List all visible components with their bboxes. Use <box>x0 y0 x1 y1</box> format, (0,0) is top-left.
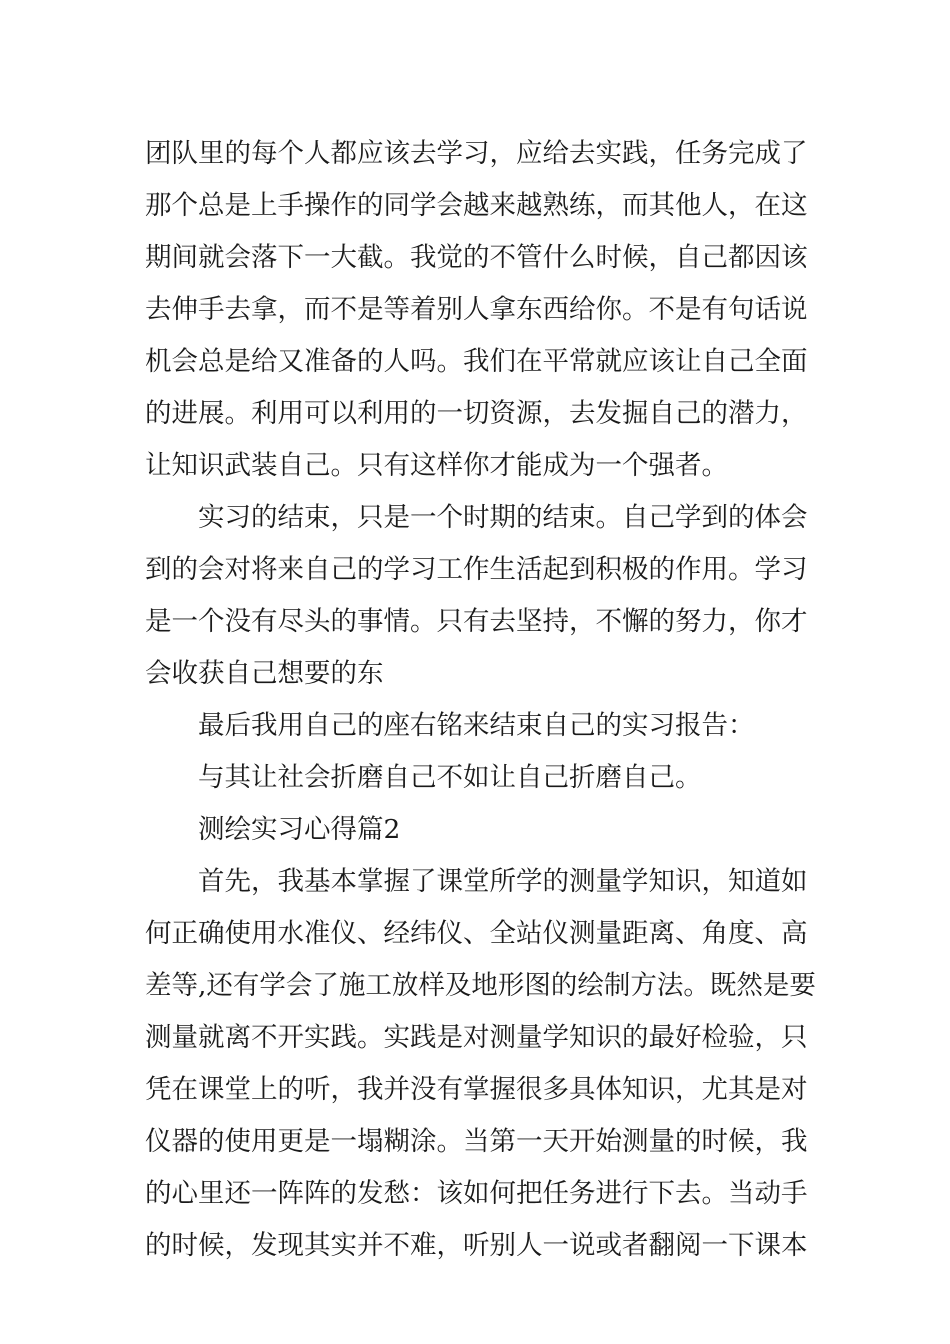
text-line: 仪器的使用更是一塌糊涂。当第一天开始测量的时候，我 <box>145 1126 808 1157</box>
section-heading: 测绘实习心得篇2 <box>198 814 401 845</box>
text-line: 的时候，发现其实并不难，听别人一说或者翻阅一下课本 <box>145 1230 808 1261</box>
text-line: 差等,还有学会了施工放样及地形图的绘制方法。既然是要 <box>145 970 816 1001</box>
text-line: 凭在课堂上的听，我并没有掌握很多具体知识，尤其是对 <box>145 1074 808 1105</box>
paragraph-first-line: 实习的结束，只是一个时期的结束。自己学到的体会 <box>198 502 808 533</box>
text-line: 那个总是上手操作的同学会越来越熟练，而其他人，在这 <box>145 190 808 221</box>
text-line: 机会总是给又准备的人吗。我们在平常就应该让自己全面 <box>145 346 808 377</box>
text-line: 测量就离不开实践。实践是对测量学知识的最好检验，只 <box>145 1022 808 1053</box>
text-line: 何正确使用水准仪、经纬仪、全站仪测量距离、角度、高 <box>145 918 808 949</box>
paragraph-first-line: 与其让社会折磨自己不如让自己折磨自己。 <box>198 762 702 793</box>
text-line: 的心里还一阵阵的发愁：该如何把任务进行下去。当动手 <box>145 1178 808 1209</box>
paragraph-first-line: 首先，我基本掌握了课堂所学的测量学知识，知道如 <box>198 866 808 897</box>
text-line: 是一个没有尽头的事情。只有去坚持，不懈的努力，你才 <box>145 606 808 637</box>
text-line: 会收获自己想要的东 <box>145 658 384 689</box>
paragraph-first-line: 最后我用自己的座右铭来结束自己的实习报告： <box>198 710 755 741</box>
text-line: 的进展。利用可以利用的一切资源，去发掘自己的潜力， <box>145 398 808 429</box>
text-line: 到的会对将来自己的学习工作生活起到积极的作用。学习 <box>145 554 808 585</box>
text-line: 去伸手去拿，而不是等着别人拿东西给你。不是有句话说 <box>145 294 808 325</box>
text-line: 期间就会落下一大截。我觉的不管什么时候，自己都因该 <box>145 242 808 273</box>
text-line: 让知识武装自己。只有这样你才能成为一个强者。 <box>145 450 728 481</box>
text-line: 团队里的每个人都应该去学习，应给去实践，任务完成了 <box>145 138 808 169</box>
document-body <box>145 128 815 1272</box>
